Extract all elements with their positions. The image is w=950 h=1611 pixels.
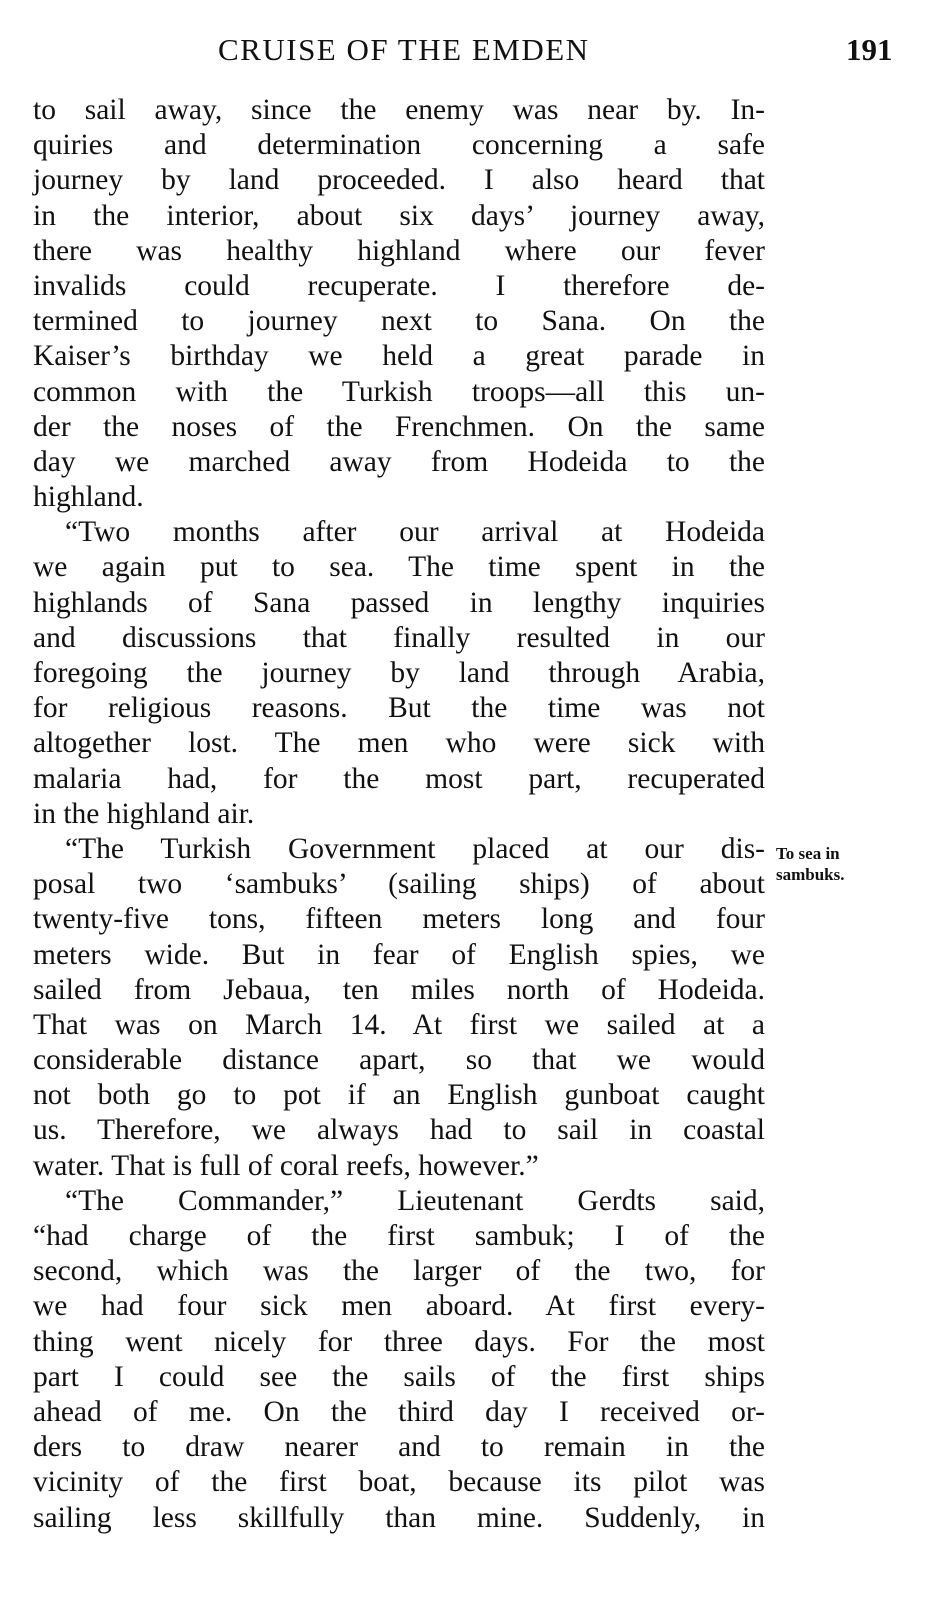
margin-note-line: sambuks. (776, 865, 845, 884)
paragraph-start-line: “The Commander,” Lieutenant Gerdts said, (65, 1184, 765, 1217)
text-line: posal two ‘sambuks’ (sailing ships) of about (33, 868, 765, 901)
text-line: Kaiser’s birthday we held a great parade in (33, 340, 765, 373)
paragraph-start-line: “Two months after our arrival at Hodeida (65, 516, 765, 549)
text-line: in the interior, about six days’ journey away, (33, 199, 765, 232)
text-line: twenty-five tons, fifteen meters long and four (33, 903, 765, 936)
text-line: sailing less skillfully than mine. Suddenly, in (33, 1501, 765, 1534)
text-line: thing went nicely for three days. For the most (33, 1325, 765, 1358)
text-line: altogether lost. The men who were sick with (33, 727, 765, 760)
body-text (33, 93, 765, 1536)
page-number: 191 (846, 32, 893, 67)
text-line: That was on March 14. At first we sailed at a (33, 1008, 765, 1041)
text-line: ahead of me. On the third day I received or- (33, 1395, 765, 1428)
text-line: day we marched away from Hodeida to the (33, 445, 765, 478)
text-line: to sail away, since the enemy was near by. In- (33, 94, 765, 126)
text-line: we had four sick men aboard. At first every- (33, 1290, 765, 1323)
text-line: vicinity of the first boat, because its pilot was (33, 1466, 765, 1499)
running-title: CRUISE OF THE EMDEN (218, 32, 590, 67)
text-line: highland. (33, 481, 144, 514)
text-line: invalids could recuperate. I therefore de- (33, 269, 765, 302)
text-line: der the noses of the Frenchmen. On the same (33, 410, 765, 443)
text-line: second, which was the larger of the two, for (33, 1255, 765, 1288)
text-line: quiries and determination concerning a safe (33, 129, 765, 162)
text-line: and discussions that finally resulted in our (33, 621, 765, 654)
margin-note-line: To sea in (776, 844, 840, 863)
text-line: ders to draw nearer and to remain in the (33, 1431, 765, 1464)
text-line: considerable distance apart, so that we would (33, 1044, 765, 1077)
text-line: “had charge of the first sambuk; I of the (33, 1220, 765, 1252)
text-line: in the highland air. (33, 797, 255, 830)
text-line: meters wide. But in fear of English spies, we (33, 938, 765, 971)
text-line: journey by land proceeded. I also heard that (33, 164, 765, 197)
paragraph-start-line: “The Turkish Government placed at our dis- (65, 832, 765, 865)
text-line: not both go to pot if an English gunboat caught (33, 1079, 765, 1112)
text-line: we again put to sea. The time spent in the (33, 551, 765, 584)
text-line: highlands of Sana passed in lengthy inquiries (33, 586, 765, 619)
margin-note (776, 843, 886, 885)
text-line: sailed from Jebaua, ten miles north of Hodeida. (33, 973, 765, 1006)
text-line: common with the Turkish troops—all this un- (33, 375, 765, 408)
text-line: foregoing the journey by land through Arabia, (33, 657, 765, 689)
text-line: there was healthy highland where our fever (33, 234, 765, 267)
running-head (0, 30, 950, 70)
text-line: us. Therefore, we always had to sail in coastal (33, 1114, 765, 1147)
text-line: termined to journey next to Sana. On the (33, 305, 765, 338)
text-line: water. That is full of coral reefs, however.” (33, 1149, 539, 1182)
text-line: for religious reasons. But the time was not (33, 692, 765, 725)
text-line: part I could see the sails of the first ships (33, 1360, 765, 1393)
text-line: malaria had, for the most part, recuperated (33, 762, 765, 795)
